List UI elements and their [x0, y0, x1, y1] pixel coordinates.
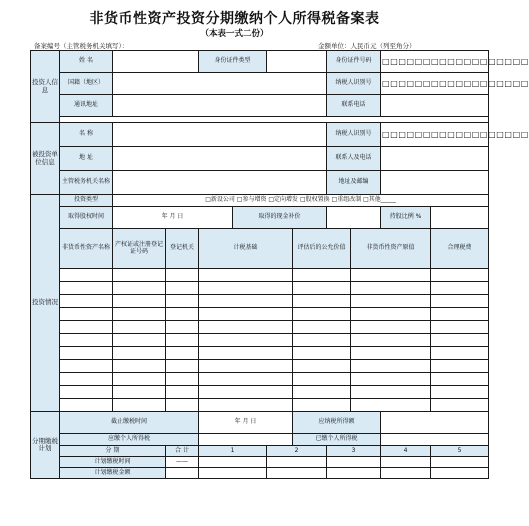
investee-address-zip-label: 地址及邮编 — [327, 171, 381, 195]
table-row[interactable] — [31, 308, 489, 321]
planned-amount-2[interactable] — [267, 468, 327, 479]
planned-time-total: —— — [166, 457, 199, 468]
investor-phone-field[interactable] — [381, 95, 489, 117]
investor-nationality-label: 国籍（地区） — [60, 73, 113, 95]
tax-deadline-field[interactable]: 年 月 日 — [199, 412, 293, 434]
table-row[interactable] — [31, 321, 489, 334]
investor-nationality-field[interactable] — [113, 73, 327, 95]
investee-contact-label: 联系人及电话 — [327, 147, 381, 171]
investee-address-label: 地 址 — [60, 147, 113, 171]
investor-name-field[interactable] — [113, 51, 199, 73]
equity-time-field[interactable]: 年 月 日 — [113, 207, 233, 229]
investee-tax-office-label: 主管税务机关名称 — [60, 171, 113, 195]
tax-paid-label: 已缴个人所得税 — [293, 434, 381, 446]
record-number-label: 备案编号（主管税务机关填写）： — [34, 42, 129, 50]
investee-taxpayer-id-label: 纳税人识别号 — [327, 123, 381, 147]
planned-time-4[interactable] — [381, 457, 431, 468]
amount-unit-label: 金额单位：人民币元（列至角分） — [318, 42, 416, 50]
period-2-label: 2 — [267, 446, 327, 457]
filing-form-table — [30, 50, 529, 479]
investment-type-options[interactable]: □新设公司 □参与增资 □定向增发 □股权置换 □重组改制 □其他_____ — [113, 195, 489, 207]
investor-taxpayer-id-label: 纳税人识别号 — [327, 73, 381, 95]
planned-amount-4[interactable] — [381, 468, 431, 479]
tax-paid-field[interactable] — [381, 434, 489, 446]
planned-amount-5[interactable] — [431, 468, 489, 479]
table-row[interactable] — [31, 334, 489, 347]
taxable-income-field[interactable] — [381, 412, 489, 434]
investee-name-field[interactable] — [113, 123, 327, 147]
investee-tax-office-field[interactable] — [113, 171, 327, 195]
tax-due-field[interactable] — [199, 434, 293, 446]
table-row[interactable] — [31, 386, 489, 399]
cash-compensation-field[interactable] — [327, 207, 381, 229]
table-row[interactable] — [31, 373, 489, 386]
investor-id-type-field[interactable] — [267, 51, 327, 73]
col-asset-name: 非货币性资产名称 — [60, 229, 113, 269]
planned-amount-3[interactable] — [327, 468, 381, 479]
table-row[interactable] — [31, 399, 489, 412]
investee-name-label: 名 称 — [60, 123, 113, 147]
investor-id-no-boxes[interactable]: □□□□□□□□□□□□□□□□□□ — [381, 51, 489, 73]
form-subtitle: （本表一式二份） — [200, 29, 269, 39]
table-row[interactable] — [31, 269, 489, 282]
cash-compensation-label: 取得的现金补价 — [233, 207, 327, 229]
period-3-label: 3 — [327, 446, 381, 457]
col-reasonable-taxes: 合理税费 — [431, 229, 489, 269]
investee-contact-field[interactable] — [381, 147, 489, 171]
period-5-label: 5 — [431, 446, 489, 457]
investor-taxpayer-id-boxes[interactable]: □□□□□□□□□□□□□□□□□□ — [381, 73, 489, 95]
planned-time-5[interactable] — [431, 457, 489, 468]
col-tax-basis: 计税基础 — [199, 229, 293, 269]
investee-address-zip-field[interactable] — [381, 171, 489, 195]
planned-time-1[interactable] — [199, 457, 267, 468]
planned-time-3[interactable] — [327, 457, 381, 468]
period-1-label: 1 — [199, 446, 267, 457]
investor-section-label: 投资人信息 — [31, 51, 60, 123]
planned-amount-1[interactable] — [199, 468, 267, 479]
installment-section-label: 分期缴税计划 — [31, 412, 60, 479]
investee-section-label: 被投资单位信息 — [31, 123, 60, 195]
total-label: 合 计 — [166, 446, 199, 457]
table-row[interactable] — [31, 295, 489, 308]
investor-id-no-label: 身份证件号码 — [327, 51, 381, 73]
investment-section-label: 投资情况 — [31, 195, 60, 412]
investor-phone-label: 联系电话 — [327, 95, 381, 117]
planned-time-label: 计划缴税时间 — [60, 457, 166, 468]
planned-time-2[interactable] — [267, 457, 327, 468]
investee-address-field[interactable] — [113, 147, 327, 171]
col-fair-value: 评估后的公允价值 — [293, 229, 351, 269]
col-certificate-no: 产权证或注册登记证号码 — [113, 229, 166, 269]
investment-type-label: 投资类型 — [60, 195, 113, 207]
tax-due-label: 应缴个人所得税 — [60, 434, 199, 446]
investor-name-label: 姓 名 — [60, 51, 113, 73]
table-row[interactable] — [31, 360, 489, 373]
tax-deadline-label: 截止缴税时间 — [60, 412, 199, 434]
share-ratio-field[interactable] — [431, 207, 489, 229]
form-title: 非货币性资产投资分期缴纳个人所得税备案表 — [89, 11, 380, 27]
planned-amount-total[interactable] — [166, 468, 199, 479]
col-original-value: 非货币性资产原值 — [351, 229, 431, 269]
table-row[interactable] — [31, 347, 489, 360]
investor-address-label: 通讯地址 — [60, 95, 113, 117]
share-ratio-label: 持股比例 % — [381, 207, 431, 229]
period-label: 分 期 — [60, 446, 166, 457]
planned-amount-label: 计划缴税金额 — [60, 468, 166, 479]
investor-address-field[interactable] — [113, 95, 327, 117]
equity-time-label: 取得股权时间 — [60, 207, 113, 229]
investor-id-type-label: 身份证件类型 — [199, 51, 267, 73]
taxable-income-label: 应纳税所得额 — [293, 412, 381, 434]
table-row[interactable] — [31, 282, 489, 295]
investee-taxpayer-id-boxes[interactable]: □□□□□□□□□□□□□□□□□□ — [381, 123, 489, 147]
period-4-label: 4 — [381, 446, 431, 457]
col-registration-authority: 登记机关 — [166, 229, 199, 269]
